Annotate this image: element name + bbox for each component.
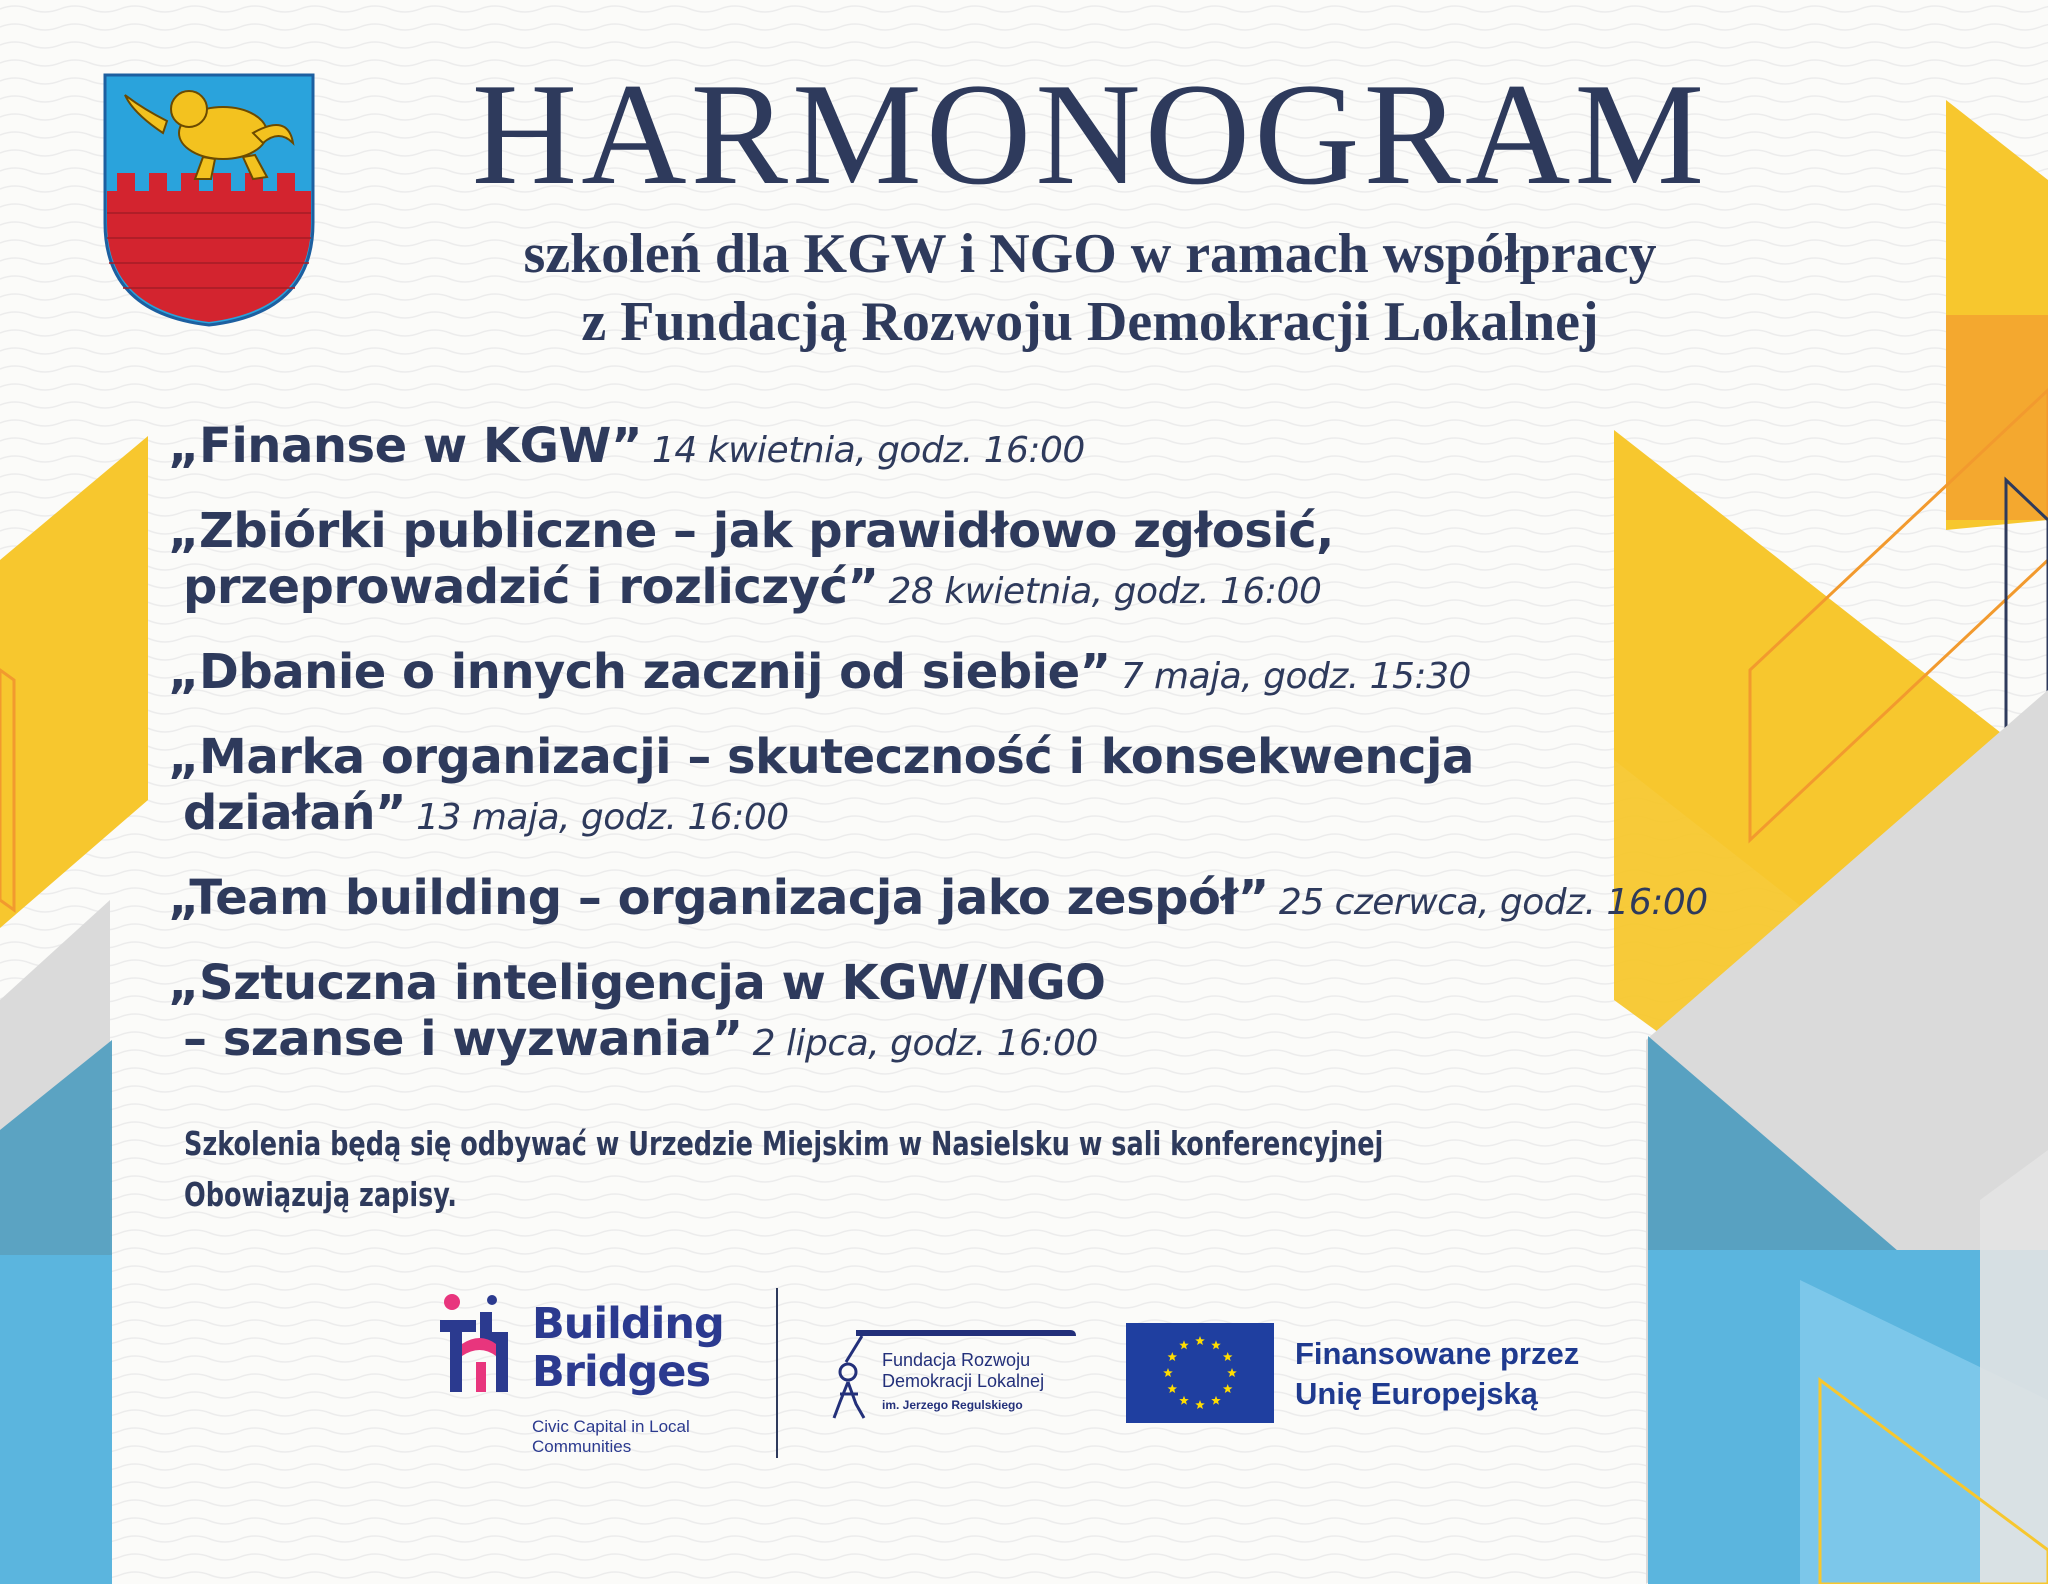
nasielsk-coat-of-arms-logo — [103, 73, 315, 327]
schedule-item-title-continued — [168, 559, 1728, 620]
schedule-item-date: 7 maja, godz. 15:30 — [1120, 656, 1471, 697]
building-bridges-subtitle-line-2: Communities — [532, 1437, 632, 1456]
logo-divider — [776, 1288, 778, 1458]
subtitle-line-1: szkoleń dla KGW i NGO w ramach współpracy — [523, 223, 1657, 285]
venue-note-line-2: Obowiązują zapisy. — [184, 1175, 458, 1214]
schedule-item-title-continued — [168, 1011, 1728, 1072]
schedule-item-title-continued — [168, 785, 1728, 846]
building-bridges-subtitle — [532, 1417, 752, 1457]
building-bridges-subtitle-line-1: Civic Capital in Local — [532, 1417, 690, 1436]
schedule-item-title-text: „Team building – organizacja jako zespół” — [168, 870, 1269, 926]
schedule-item-title — [168, 418, 1728, 479]
eu-funding-line-1: Finansowane przez — [1295, 1336, 1580, 1371]
frdl-name-line-2: Demokracji Lokalnej — [882, 1371, 1045, 1391]
schedule-item-date: 2 lipca, godz. 16:00 — [752, 1023, 1098, 1064]
frdl-name — [882, 1350, 1044, 1392]
schedule-item — [168, 503, 1728, 620]
eu-funding-text — [1295, 1334, 1579, 1414]
schedule-item-title — [168, 870, 1728, 931]
building-bridges-title-line-1: Building — [532, 1299, 724, 1349]
page-title: HARMONOGRAM — [471, 53, 1709, 215]
left-blue-shape — [0, 1255, 112, 1584]
right-gray-corner — [1980, 1150, 2048, 1584]
schedule-item — [168, 729, 1728, 846]
eu-flag-icon — [1126, 1323, 1274, 1423]
schedule-item-title-text: „Marka organizacji – skuteczność i konsekwencja — [168, 729, 1474, 785]
schedule-item-title-text: „Sztuczna inteligencja w KGW/NGO — [168, 955, 1106, 1011]
schedule-item-title-text: przeprowadzić i rozliczyć” — [183, 559, 879, 615]
schedule-item-title — [168, 644, 1728, 705]
schedule-item-date: 25 czerwca, godz. 16:00 — [1278, 882, 1708, 923]
schedule-item-title — [168, 955, 1728, 1011]
building-bridges-figures-icon — [432, 1292, 532, 1422]
frdl-patron: im. Jerzego Regulskiego — [882, 1398, 1023, 1412]
schedule-item-title — [168, 503, 1728, 559]
schedule-item — [168, 870, 1728, 931]
schedule-item-date: 14 kwietnia, godz. 16:00 — [652, 430, 1085, 471]
eu-funding-line-2: Unię Europejską — [1295, 1376, 1538, 1411]
schedule-item — [168, 955, 1728, 1072]
building-bridges-logo — [432, 1292, 752, 1462]
schedule-item-date: 13 maja, godz. 16:00 — [416, 797, 789, 838]
schedule-item-title-text: – szanse i wyzwania” — [183, 1011, 743, 1067]
venue-note-line-1: Szkolenia będą się odbywać w Urzedzie Miejskim w Nasielsku w sali konferencyjnej — [184, 1124, 1384, 1163]
subtitle — [380, 220, 1800, 356]
frdl-name-line-1: Fundacja Rozwoju — [882, 1350, 1031, 1370]
building-bridges-title-line-2: Bridges — [532, 1347, 711, 1397]
venue-note — [184, 1118, 1388, 1220]
schedule-item-title-text: „Finanse w KGW” — [168, 418, 642, 474]
schedule-item-title-text: „Zbiórki publiczne – jak prawidłowo zgłosić, — [168, 503, 1334, 559]
schedule-item-title — [168, 729, 1728, 785]
schedule-item-title-text: działań” — [183, 785, 407, 841]
schedule-item-date: 28 kwietnia, godz. 16:00 — [888, 571, 1322, 612]
crest-wall-red — [107, 191, 311, 322]
right-orange-top — [1946, 315, 2048, 520]
subtitle-line-2: z Fundacją Rozwoju Demokracji Lokalnej — [581, 291, 1599, 353]
schedule-item-title-text: „Dbanie o innych zacznij od siebie” — [168, 644, 1111, 700]
frdl-foundation-logo — [826, 1318, 1086, 1428]
schedule-item — [168, 418, 1728, 479]
building-bridges-title — [532, 1300, 724, 1396]
training-schedule-list — [168, 418, 1728, 1072]
schedule-item — [168, 644, 1728, 705]
